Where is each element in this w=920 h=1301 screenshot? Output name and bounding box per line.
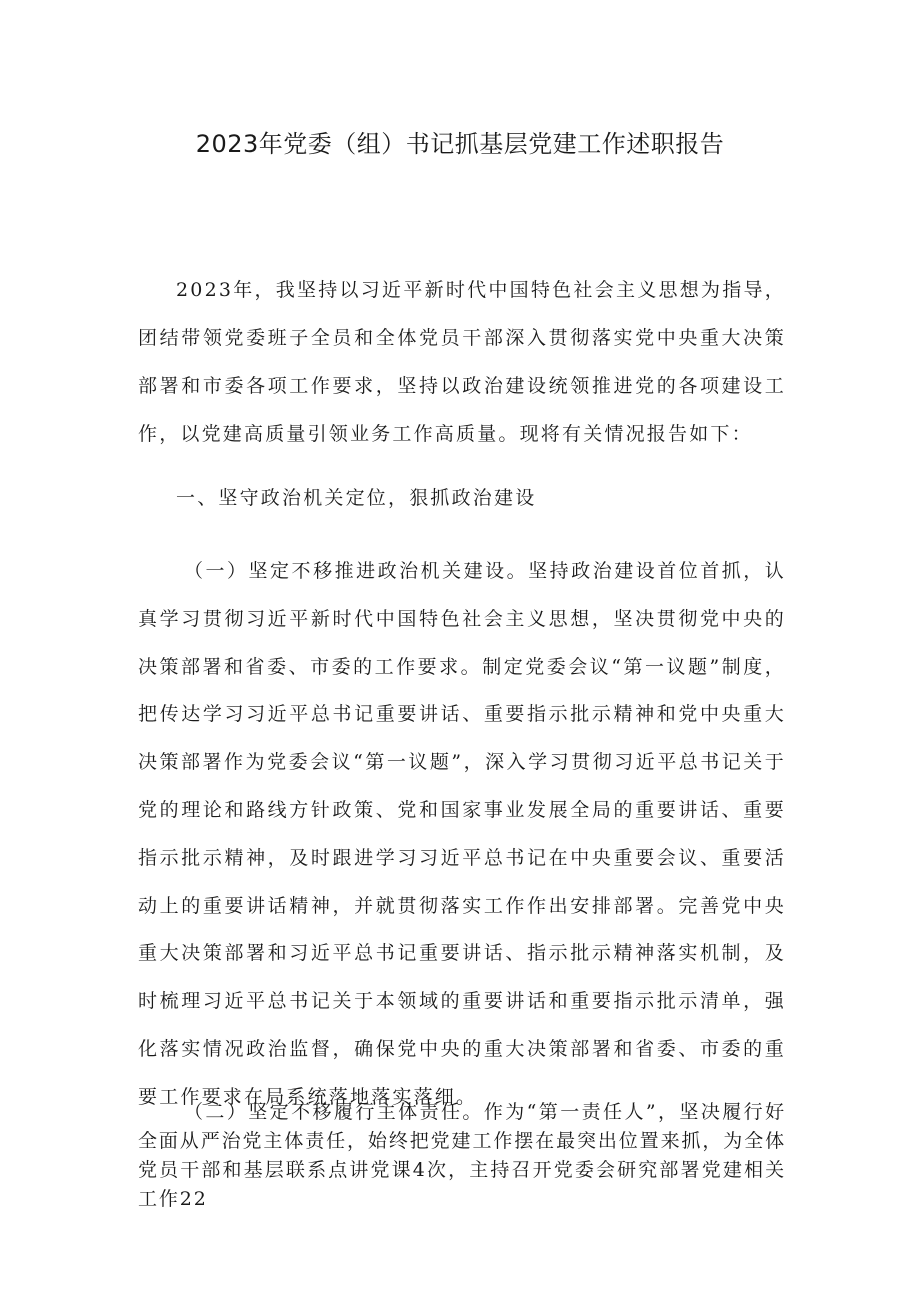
document-title: 2023年党委（组）书记抓基层党建工作述职报告: [195, 130, 725, 158]
section-heading-1: 一、坚守政治机关定位，狠抓政治建设: [176, 487, 537, 509]
intro-paragraph: 2023年，我坚持以习近平新时代中国特色社会主义思想为指导，团结带领党委班子全员和全体党员干部深入贯彻落实党中央重大决策部署和市委各项工作要求，坚持以政治建设统领推进党的各项建设工作，以党建高质量引领业务工作高质量。现将有关情况报告如下：: [138, 279, 786, 445]
subsection-1-paragraph: （一）坚定不移推进政治机关建设。坚持政治建设首位首抓，认真学习贯彻习近平新时代中国特色社会主义思想，坚决贯彻党中央的决策部署和省委、市委的工作要求。制定党委会议“第一议题”制度，把传达学习习近平总书记重要讲话、重要指示批示精神和党中央重大决策部署作为党委会议“第一议题”，深入学习贯彻习近平总书记关于党的理论和路线方针政策、党和国家事业发展全局的重要讲话、重要指示批示精神，及时跟进学习习近平总书记在中央重要会议、重要活动上的重要讲话精神，并就贯彻落实工作作出安排部署。完善党中央重大决策部署和习近平总书记重要讲话、指示批示精神落实机制，及时梳理习近平总书记关于本领域的重要讲话和重要指示批示清单，强化落实情况政治监督，确保党中央的重大决策部署和省委、市委的重要工作要求在局系统落地落实落细。: [138, 560, 786, 1108]
subsection-2-paragraph: （二）坚定不移履行主体责任。作为“第一责任人”，坚决履行好全面从严治党主体责任，始终把党建工作摆在最突出位置来抓，为全体党员干部和基层联系点讲党课4次，主持召开党委会研究部署党建相关工作22: [138, 1101, 786, 1210]
